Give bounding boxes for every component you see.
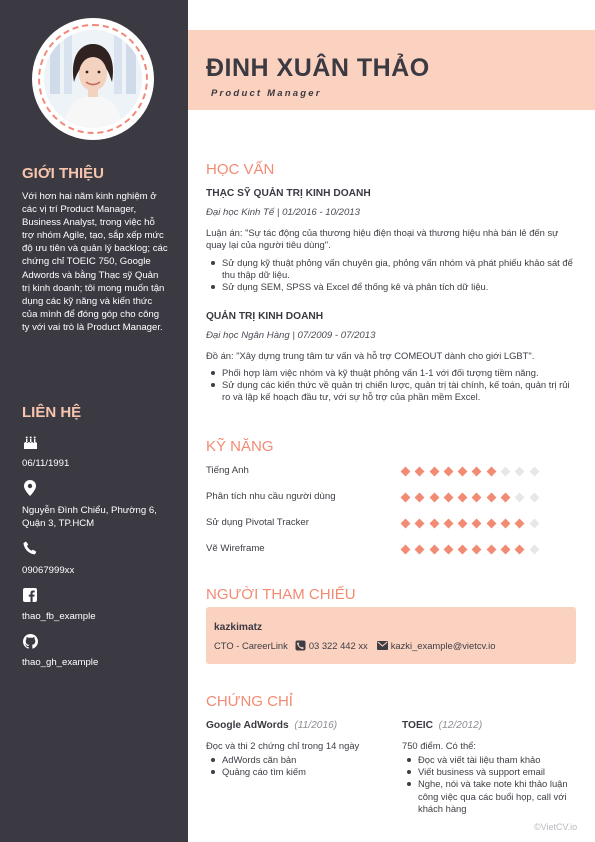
rating-dot-filled bbox=[429, 467, 439, 477]
rating-dot-filled bbox=[472, 493, 482, 503]
avatar bbox=[32, 18, 154, 140]
references-heading: NGƯỜI THAM CHIẾU bbox=[206, 586, 356, 603]
rating-dot-filled bbox=[443, 493, 453, 503]
rating-dot-filled bbox=[443, 545, 453, 555]
github-text[interactable]: thao_gh_example bbox=[22, 657, 99, 668]
list-item: Sử dụng các kiến thức về quản trị chiến lược, quản trị tài chính, kế toán, quản trị rủi ro và lập kế hoạch đầu tư, với sự hỗ trợ của phần mềm Excel. bbox=[206, 379, 578, 403]
rating-dot-filled bbox=[415, 493, 425, 503]
education-subtitle: Đại học Ngân Hàng | 07/2009 - 07/2013 bbox=[206, 330, 376, 341]
rating-dot-filled bbox=[458, 467, 468, 477]
reference-email[interactable]: kazki_example@vietcv.io bbox=[390, 640, 496, 651]
education-title: QUẢN TRỊ KINH DOANH bbox=[206, 311, 324, 322]
rating-dot-empty bbox=[515, 467, 525, 477]
list-item: Đọc và viết tài liệu tham khảo bbox=[402, 754, 582, 766]
skill-name: Sử dụng Pivotal Tracker bbox=[206, 517, 309, 528]
rating-dot-filled bbox=[429, 545, 439, 555]
rating-dot-filled bbox=[501, 519, 511, 529]
map-pin-icon bbox=[22, 480, 38, 496]
contact-heading: LIÊN HỆ bbox=[22, 404, 82, 421]
job-title: Product Manager bbox=[211, 88, 322, 99]
certificate-bullets bbox=[206, 754, 386, 778]
rating-dot-empty bbox=[529, 545, 539, 555]
rating-dot-filled bbox=[515, 519, 525, 529]
rating-dot-filled bbox=[415, 519, 425, 529]
list-item: Quảng cáo tìm kiếm bbox=[206, 766, 386, 778]
reference-card bbox=[206, 607, 576, 664]
rating-dot-filled bbox=[429, 493, 439, 503]
reference-position: CTO - CareerLink bbox=[214, 640, 288, 651]
rating-dot-filled bbox=[415, 545, 425, 555]
education-desc: Luận án: "Sự tác động của thương hiệu điện thoại và thương hiệu nhà bán lẻ đến sự quay lại của người tiêu dùng". bbox=[206, 227, 559, 251]
rating-dot-filled bbox=[443, 467, 453, 477]
rating-dot-filled bbox=[486, 493, 496, 503]
list-item: Nghe, nói và take note khi thảo luận công việc qua các buổi họp, call với khách hàng bbox=[402, 778, 582, 815]
skill-rating bbox=[402, 520, 538, 527]
full-name: ĐINH XUÂN THẢO bbox=[206, 54, 430, 82]
about-heading: GIỚI THIỆU bbox=[22, 165, 104, 182]
rating-dot-filled bbox=[472, 519, 482, 529]
skill-rating bbox=[402, 494, 538, 501]
rating-dot-filled bbox=[515, 545, 525, 555]
email-icon bbox=[377, 640, 388, 651]
education-heading: HỌC VẤN bbox=[206, 161, 275, 178]
rating-dot-empty bbox=[515, 493, 525, 503]
facebook-icon bbox=[22, 587, 38, 603]
rating-dot-empty bbox=[529, 519, 539, 529]
github-icon bbox=[22, 633, 38, 649]
rating-dot-filled bbox=[401, 545, 411, 555]
certificate-title bbox=[402, 720, 482, 731]
reference-name: kazkimatz bbox=[214, 622, 263, 633]
education-bullets bbox=[206, 367, 578, 404]
rating-dot-filled bbox=[472, 467, 482, 477]
rating-dot-filled bbox=[458, 519, 468, 529]
rating-dot-empty bbox=[501, 467, 511, 477]
education-bullets bbox=[206, 257, 578, 294]
skill-name: Tiếng Anh bbox=[206, 465, 249, 476]
education-subtitle: Đại học Kinh Tế | 01/2016 - 10/2013 bbox=[206, 207, 360, 218]
education-title: THẠC SỸ QUẢN TRỊ KINH DOANH bbox=[206, 188, 371, 199]
rating-dot-filled bbox=[401, 467, 411, 477]
phone-icon bbox=[22, 540, 38, 556]
rating-dot-empty bbox=[529, 493, 539, 503]
rating-dot-filled bbox=[443, 519, 453, 529]
watermark: ©VietCV.io bbox=[534, 822, 578, 832]
skill-name: Phân tích nhu cầu người dùng bbox=[206, 491, 336, 502]
list-item: Viết business và support email bbox=[402, 766, 582, 778]
facebook-text[interactable]: thao_fb_example bbox=[22, 611, 96, 622]
reference-details bbox=[214, 640, 495, 651]
skill-rating bbox=[402, 468, 538, 475]
rating-dot-filled bbox=[501, 545, 511, 555]
certificates-heading: CHỨNG CHỈ bbox=[206, 693, 293, 710]
list-item: AdWords căn bản bbox=[206, 754, 386, 766]
certificate-name: Google AdWords bbox=[206, 720, 289, 731]
education-desc: Đồ án: "Xây dựng trung tâm tư vấn và hỗ trợ COMEOUT dành cho giới LGBT". bbox=[206, 350, 535, 361]
rating-dot-filled bbox=[472, 545, 482, 555]
phone-text: 09067999xx bbox=[22, 565, 75, 576]
rating-dot-filled bbox=[486, 467, 496, 477]
rating-dot-filled bbox=[458, 493, 468, 503]
skill-name: Vẽ Wireframe bbox=[206, 543, 265, 554]
rating-dot-filled bbox=[458, 545, 468, 555]
birthday-cake-icon bbox=[22, 434, 38, 450]
skill-rating bbox=[402, 546, 538, 553]
list-item: Phối hợp làm việc nhóm và kỹ thuật phỏng vấn 1-1 với đối tượng tiềm năng. bbox=[206, 367, 578, 379]
address-text: Nguyễn Đình Chiểu, Phường 6, Quận 3, TP.HCM bbox=[22, 505, 157, 529]
rating-dot-filled bbox=[429, 519, 439, 529]
about-text: Với hơn hai năm kinh nghiệm ở các vị trí Product Manager, Business Analyst, trong việc hỗ trợ nhóm Agile, tạo, sắp xếp mức độ ưu tiên và quản lý backlog; các chứng chỉ TOEIC 750, Google Adwords và bằng Thạc sỹ Quản trị kinh doanh; tôi mong muốn tận dụng các kỹ năng và kiến thức của mình để đóng góp cho công ty với vai trò là Product Manager. bbox=[22, 191, 168, 333]
list-item: Sử dụng SEM, SPSS và Excel để thống kê và phân tích dữ liệu. bbox=[206, 281, 578, 293]
rating-dot-filled bbox=[486, 545, 496, 555]
certificate-name: TOEIC bbox=[402, 720, 433, 731]
phone-icon bbox=[295, 640, 306, 651]
profile-photo bbox=[44, 30, 142, 128]
certificate-desc: 750 điểm. Có thể: bbox=[402, 740, 477, 751]
rating-dot-filled bbox=[501, 493, 511, 503]
rating-dot-filled bbox=[415, 467, 425, 477]
rating-dot-filled bbox=[401, 519, 411, 529]
certificate-title bbox=[206, 720, 337, 731]
rating-dot-filled bbox=[401, 493, 411, 503]
certificate-bullets bbox=[402, 754, 582, 815]
certificate-desc: Đọc và thi 2 chứng chỉ trong 14 ngày bbox=[206, 740, 360, 751]
list-item: Sử dụng kỹ thuật phỏng vấn chuyên gia, phỏng vấn nhóm và phát phiếu khảo sát để thu thập dữ liệu. bbox=[206, 257, 578, 281]
certificate-year: (11/2016) bbox=[294, 720, 338, 731]
skills-heading: KỸ NĂNG bbox=[206, 438, 274, 455]
certificate-year: (12/2012) bbox=[438, 720, 483, 731]
rating-dot-filled bbox=[486, 519, 496, 529]
reference-phone: 03 322 442 xx bbox=[308, 640, 368, 651]
birthday-text: 06/11/1991 bbox=[22, 458, 70, 469]
rating-dot-empty bbox=[529, 467, 539, 477]
